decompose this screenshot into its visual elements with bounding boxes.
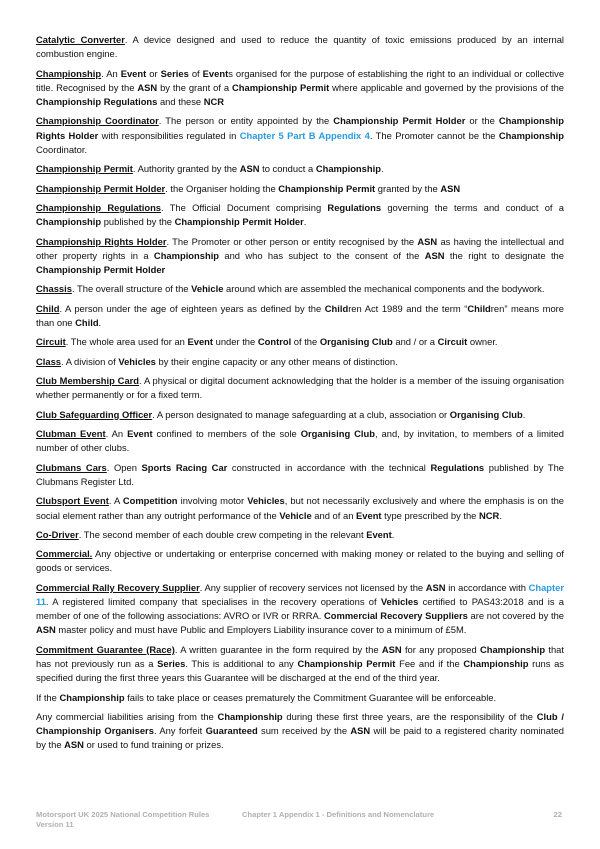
- definition-text: and these: [157, 96, 204, 107]
- definition-text: confined to members of the sole: [152, 428, 301, 440]
- defined-term-reference: Club / Championship Organisers: [36, 711, 564, 737]
- footer-page-number: 22: [553, 810, 562, 819]
- definition-term: Championship Regulations: [36, 201, 162, 213]
- defined-term-reference: ASN: [381, 643, 402, 655]
- defined-term-reference: Championship: [315, 163, 381, 175]
- definition-text: and of an: [311, 509, 357, 521]
- definition-text: . Any supplier of recovery services not licensed by the: [199, 581, 426, 593]
- definition-text: . A written guarantee in the form required by the: [174, 643, 382, 655]
- definition-text: that has not previously run as a: [36, 643, 565, 670]
- definition-term: Clubmans Cars: [36, 461, 107, 473]
- defined-term-reference: Control: [257, 336, 292, 348]
- definition-text: . The Promoter cannot be the: [369, 129, 499, 141]
- definition-term: Class: [36, 355, 62, 367]
- definition-text: . This is additional to any: [185, 658, 298, 670]
- definition-text: . The Official Document comprising: [161, 201, 328, 213]
- definition-text: . Authority granted by the: [132, 163, 240, 175]
- definition-term: Chassis: [36, 283, 72, 295]
- definition-entry: [36, 408, 564, 422]
- defined-term-reference: Regulations: [327, 201, 382, 213]
- definition-text: .: [522, 408, 526, 420]
- definitions-list: [36, 33, 564, 758]
- definition-text: of the: [291, 336, 320, 348]
- definition-text: ren Act 1989 and the term “: [348, 302, 468, 314]
- definition-text: as having the intellectual and other property rights in a: [36, 235, 564, 261]
- defined-term-reference: Competition: [122, 495, 178, 507]
- definition-term: Child: [36, 302, 60, 314]
- definition-text: s organised for the purpose of establishing the right to an individual or collective title. Recognised by the: [36, 67, 565, 93]
- defined-term-reference: Vehicles: [247, 495, 285, 507]
- definition-text: are not covered by the: [467, 610, 565, 622]
- defined-term-reference: Championship Permit Holder: [36, 263, 166, 275]
- defined-term-reference: Championship Regulations: [36, 96, 158, 107]
- definition-entry: [36, 235, 564, 278]
- cross-reference-link[interactable]: Chapter 11: [36, 581, 564, 608]
- definition-entry: [36, 461, 564, 489]
- definition-text: published by The Clubmans Register Ltd.: [36, 461, 564, 487]
- definition-text: If the: [36, 691, 60, 703]
- definition-entry: [36, 494, 564, 522]
- defined-term-reference: Championship Rights Holder: [36, 115, 564, 141]
- definition-text: during these first three years, are the responsibility of the: [282, 711, 537, 723]
- defined-term-reference: Championship: [463, 658, 529, 670]
- definition-text: owner.: [467, 336, 498, 348]
- definition-entry: [36, 282, 564, 296]
- defined-term-reference: Commercial Recovery Suppliers: [323, 610, 468, 622]
- defined-term-reference: Championship Permit Holder: [174, 216, 304, 228]
- defined-term-reference: ASN: [350, 725, 371, 737]
- definition-text: type prescribed by the: [381, 509, 479, 521]
- definition-text: sum received by the: [257, 725, 351, 737]
- definition-entry: [36, 67, 564, 110]
- definition-text: ren” means more than one: [36, 302, 565, 328]
- defined-term-reference: Championship Permit Holder: [333, 115, 466, 127]
- definition-term: Championship: [36, 67, 102, 79]
- definition-text: or: [146, 67, 161, 79]
- defined-term-reference: ASN: [440, 182, 461, 194]
- definition-text: and who has subject to the consent of the: [219, 249, 425, 261]
- definition-text: . A registered limited company that specialises in the recovery operations of: [45, 596, 381, 608]
- definition-text: of: [188, 67, 203, 79]
- definition-entry: [36, 182, 564, 196]
- defined-term-reference: Event: [127, 428, 153, 440]
- definition-entry: [36, 302, 564, 330]
- definition-text: . A division of: [61, 355, 119, 367]
- definition-entry: [36, 162, 564, 176]
- footer-publication: Motorsport UK 2025 National Competition Rules: [36, 810, 210, 819]
- definition-text: . The whole area used for an: [65, 336, 188, 348]
- definition-text: to conduct a: [259, 163, 316, 175]
- definition-term: Commercial.: [36, 548, 93, 560]
- definition-entry: [36, 528, 564, 542]
- definition-text: under the: [213, 336, 258, 348]
- definition-text: certified to PAS43:2018 and is a member of one of the following associations: AVRO or IVR or RRRA.: [36, 596, 565, 622]
- defined-term-reference: Event: [187, 336, 214, 348]
- definition-term: Championship Permit: [36, 163, 133, 175]
- definition-text: Any commercial liabilities arising from the: [36, 711, 218, 723]
- defined-term-reference: Series: [157, 658, 186, 670]
- defined-term-reference: ASN: [239, 163, 260, 175]
- definition-text: . Open: [106, 461, 142, 473]
- definition-text: the right to designate the: [444, 249, 564, 261]
- defined-term-reference: ASN: [424, 249, 445, 261]
- definition-text: . An: [101, 67, 121, 79]
- definition-text: constructed in accordance with the technical: [227, 461, 431, 473]
- definition-text: in accordance with: [445, 581, 529, 593]
- cross-reference-link[interactable]: Chapter 5 Part B Appendix 4: [239, 129, 370, 141]
- definition-text: master policy and must have Public and Employers Liability insurance cover to a minimum of £5M.: [55, 624, 467, 636]
- defined-term-reference: Event: [366, 528, 392, 540]
- definition-text: governing the terms and conduct of a: [381, 201, 565, 213]
- definition-entry: [36, 427, 564, 455]
- definition-text: Fee and if the: [395, 658, 464, 670]
- defined-term-reference: Championship Permit: [278, 182, 376, 194]
- definition-text: . the Organiser holding the: [165, 182, 279, 194]
- defined-term-reference: Sports Racing Car: [141, 461, 228, 473]
- definition-text: granted by the: [375, 182, 441, 194]
- definition-text: . A person under the age of eighteen years as defined by the: [59, 302, 325, 314]
- definition-text: and / or a: [392, 336, 438, 348]
- definition-text: where applicable and governed by the provisions of the: [329, 81, 565, 93]
- definition-text: published by the: [101, 216, 175, 228]
- definition-text: . The second member of each double crew competing in the relevant: [78, 528, 367, 540]
- definition-text: .: [98, 316, 102, 328]
- defined-term-reference: ASN: [425, 581, 446, 593]
- defined-term-reference: Championship: [217, 711, 283, 723]
- definition-term: Championship Coordinator: [36, 115, 159, 127]
- defined-term-reference: Child: [467, 302, 491, 314]
- definition-term: Co-Driver: [36, 528, 79, 540]
- defined-term-reference: Organising Club: [319, 336, 393, 348]
- definition-entry: [36, 691, 564, 705]
- footer-version: Version 11: [36, 820, 74, 829]
- definition-text: Any objective or undertaking or enterprise concerned with making money or related to the buying and selling of goods or services.: [36, 548, 564, 574]
- defined-term-reference: Circuit: [437, 336, 468, 348]
- definition-term: Clubman Event: [36, 428, 106, 440]
- defined-term-reference: Championship: [36, 216, 102, 228]
- defined-term-reference: Vehicle: [191, 283, 224, 295]
- definition-entry: [36, 335, 564, 349]
- defined-term-reference: Championship: [498, 129, 564, 141]
- definition-text: with responsibilities regulated in: [98, 129, 240, 141]
- definition-term: Club Membership Card: [36, 375, 140, 387]
- defined-term-reference: Vehicles: [380, 596, 419, 608]
- defined-term-reference: Vehicles: [118, 355, 156, 367]
- definition-text: .: [391, 528, 395, 540]
- definition-term: Catalytic Converter: [36, 34, 125, 45]
- defined-term-reference: Championship: [479, 643, 546, 655]
- definition-entry: [36, 355, 564, 369]
- definition-text: .: [303, 216, 307, 228]
- definition-term: Commercial Rally Recovery Supplier: [36, 581, 200, 593]
- definition-entry: [36, 547, 564, 575]
- definition-text: . The overall structure of the: [71, 283, 192, 295]
- definition-text: , but not necessarily exclusively and where the emphasis is on the social element rather than any outright performance of the: [36, 495, 564, 521]
- definition-text: by their engine capacity or any other means of distinction.: [155, 355, 398, 367]
- defined-term-reference: Championship Permit: [297, 658, 396, 670]
- definition-entry: [36, 114, 564, 157]
- definition-text: will be paid to a registered charity nominated by the: [36, 725, 565, 751]
- definition-text: by the grant of a: [157, 81, 233, 93]
- defined-term-reference: Event: [202, 67, 229, 79]
- definition-text: fails to take place or ceases prematurely the Commitment Guarantee will be enforceable.: [124, 691, 497, 703]
- defined-term-reference: Event: [120, 67, 147, 79]
- defined-term-reference: Child: [75, 316, 99, 328]
- definition-text: . An: [105, 428, 128, 440]
- defined-term-reference: ASN: [137, 81, 158, 93]
- definition-term: Circuit: [36, 336, 66, 348]
- definition-term: Club Safeguarding Officer: [36, 408, 153, 420]
- defined-term-reference: Guaranteed: [205, 725, 258, 737]
- definition-text: .: [380, 163, 384, 175]
- definition-text: around which are assembled the mechanical components and the bodywork.: [223, 283, 545, 295]
- definition-text: . Any forfeit: [153, 725, 206, 737]
- defined-term-reference: ASN: [64, 739, 84, 751]
- defined-term-reference: Regulations: [430, 461, 485, 473]
- defined-term-reference: Championship Permit: [232, 81, 330, 93]
- definition-term: Commitment Guarantee (Race): [36, 643, 175, 655]
- definition-text: Coordinator.: [36, 143, 88, 155]
- definition-entry: [36, 201, 564, 229]
- defined-term-reference: Organising Club: [300, 428, 375, 440]
- defined-term-reference: Series: [160, 67, 189, 79]
- definition-entry: [36, 581, 564, 638]
- footer-chapter: Chapter 1 Appendix 1 - Definitions and Nomenclature: [242, 810, 435, 819]
- definition-text: . A physical or digital document acknowledging that the holder is a member of the issuing organisation whether permanently or for a fixed term.: [36, 375, 564, 401]
- definition-text: runs as specified during the first three years this Guarantee will be discharged at the end of the third year.: [36, 658, 564, 684]
- definition-text: or used to fund training or prizes.: [83, 739, 224, 751]
- defined-term-reference: Championship: [59, 691, 125, 703]
- definition-text: . A device designed and used to reduce the quantity of toxic emissions produced by an internal combustion engine.: [36, 34, 565, 60]
- definition-text: .: [499, 509, 502, 521]
- definition-text: . The person or entity appointed by the: [158, 115, 334, 127]
- defined-term-reference: Event: [356, 509, 382, 521]
- defined-term-reference: Organising Club: [449, 408, 523, 420]
- definition-text: . The Promoter or other person or entity recognised by the: [166, 235, 418, 247]
- definition-text: , and, by invitation, to members of a limited number of other clubs.: [36, 428, 564, 454]
- defined-term-reference: NCR: [203, 96, 225, 107]
- definition-term: Championship Permit Holder: [36, 182, 166, 194]
- defined-term-reference: ASN: [417, 235, 438, 247]
- definition-entry: [36, 33, 564, 61]
- defined-term-reference: NCR: [479, 509, 500, 521]
- defined-term-reference: ASN: [36, 624, 56, 636]
- defined-term-reference: Championship: [153, 249, 220, 261]
- defined-term-reference: Vehicle: [279, 509, 312, 521]
- definition-entry: [36, 374, 564, 402]
- definition-text: for any proposed: [401, 643, 480, 655]
- definition-text: . A: [108, 495, 123, 507]
- defined-term-reference: Child: [324, 302, 349, 314]
- definition-text: or the: [465, 115, 499, 127]
- definition-entry: [36, 643, 564, 686]
- definition-term: Clubsport Event: [36, 495, 109, 507]
- definition-text: . A person designated to manage safeguarding at a club, association or: [152, 408, 450, 420]
- definition-text: involving motor: [177, 495, 248, 507]
- definition-term: Championship Rights Holder: [36, 235, 167, 247]
- definition-entry: [36, 710, 564, 753]
